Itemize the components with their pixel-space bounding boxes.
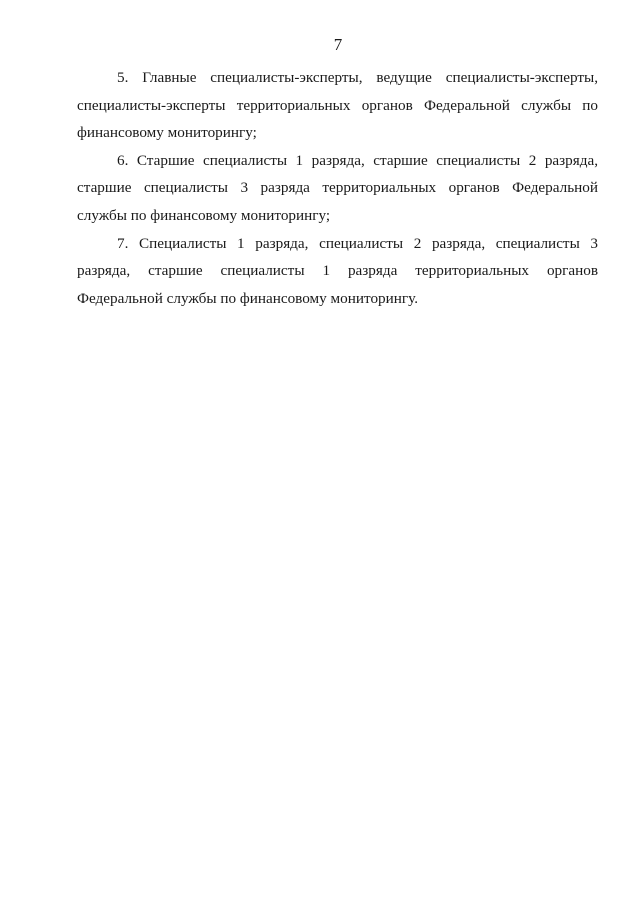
paragraph-item-6: 6. Старшие специалисты 1 разряда, старшие специалисты 2 разряда, старшие специалисты 3 разряда территориальных органов Федеральной службы по финансовому мониторингу; — [77, 151, 598, 224]
paragraph-item-7: 7. Специалисты 1 разряда, специалисты 2 разряда, специалисты 3 разряда, старшие специалисты 1 разряда территориальных органов Федеральной службы по финансовому мониторингу. — [77, 234, 598, 307]
document-body — [77, 64, 598, 312]
page-number: 7 — [333, 35, 343, 54]
paragraph-item-5: 5. Главные специалисты-эксперты, ведущие специалисты-эксперты, специалисты-эксперты территориальных органов Федеральной службы по финансовому мониторингу; — [77, 69, 598, 142]
